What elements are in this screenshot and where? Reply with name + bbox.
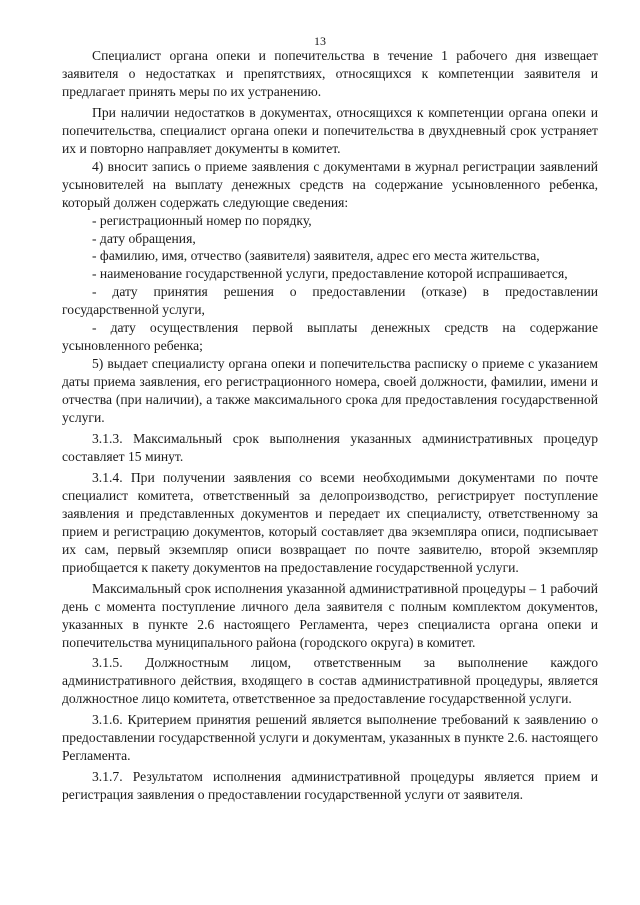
list-item-payment-date: - дату осуществления первой выплаты денежных средств на содержание усыновленного ребенка; bbox=[62, 320, 598, 354]
list-item-service-name: - наименование государственной услуги, предоставление которой испрашивается, bbox=[92, 266, 568, 282]
paragraph-1: Специалист органа опеки и попечительства в течение 1 рабочего дня извещает заявителя о недостатках и препятствиях, относящихся к компетенции заявителя и предлагает принять меры по их устранению. bbox=[62, 48, 598, 99]
list-item-name: - фамилию, имя, отчество (заявителя) заявителя, адрес его места жительства, bbox=[92, 248, 540, 264]
list-item-reg-number: - регистрационный номер по порядку, bbox=[92, 212, 312, 228]
paragraph-3-1-4: 3.1.4. При получении заявления со всеми необходимыми документами по почте специалист комитета, ответственный за делопроизводство, регистрирует поступление заявления и представленных документов и передает их специалисту, ответственному за прием и регистрацию документов, который составляет два экземпляра описи, подписывает их сам, первый экземпляр описи возвращает по почте заявителю, второй экземпляр приобщается к пакету документов на предоставление государственной услуги. bbox=[62, 469, 598, 575]
paragraph-max-term: Максимальный срок исполнения указанной административной процедуры – 1 рабочий день с момента поступление личного дела заявителя с полным комплектом документов, указанных в пункте 2.6 настоящего Регламента, через специалиста органа опеки и попечительства муниципального района (городского округа) в комитет. bbox=[62, 580, 598, 650]
paragraph-2: При наличии недостатков в документах, относящихся к компетенции органа опеки и попечительства, специалист органа опеки и попечительства в двухдневный срок устраняет их и повторно направляет документы в комитет. bbox=[62, 104, 598, 156]
paragraph-3-1-7: 3.1.7. Результатом исполнения административной процедуры является прием и регистрация заявления о предоставлении государственной услуги от заявителя. bbox=[62, 769, 598, 803]
list-item-date: - дату обращения, bbox=[92, 230, 196, 246]
paragraph-3: 4) вносит запись о приеме заявления с документами в журнал регистрации заявлений усыновителей на выплату денежных средств на содержание усыновленного ребенка, который должен содержать следующие сведения: bbox=[62, 158, 598, 210]
paragraph-3-1-3: 3.1.3. Максимальный срок выполнения указанных административных процедур составляет 15 минут. bbox=[62, 431, 598, 464]
paragraph-4: 5) выдает специалисту органа опеки и попечительства расписку о приеме с указанием даты приема заявления, его регистрационного номера, своей должности, фамилии, имени и отчества (при наличии), а также максимального срока для предоставления государственной услуги. bbox=[62, 356, 598, 426]
page-number: 13 bbox=[314, 34, 326, 48]
paragraph-3-1-5: 3.1.5. Должностным лицом, ответственным за выполнение каждого административного действия, входящего в состав административной процедуры, является должностное лицо комитета, ответственное за предоставление государственной услуги. bbox=[62, 655, 598, 707]
document-body bbox=[62, 47, 598, 804]
paragraph-3-1-6: 3.1.6. Критерием принятия решений является выполнение требований к заявлению о предоставлении государственной услуги и документам, указанных в пункте 2.6. настоящего Регламента. bbox=[62, 712, 598, 764]
list-item-decision-date: - дату принятия решения о предоставлении (отказе) в предоставлении государственной услуги, bbox=[62, 284, 598, 318]
